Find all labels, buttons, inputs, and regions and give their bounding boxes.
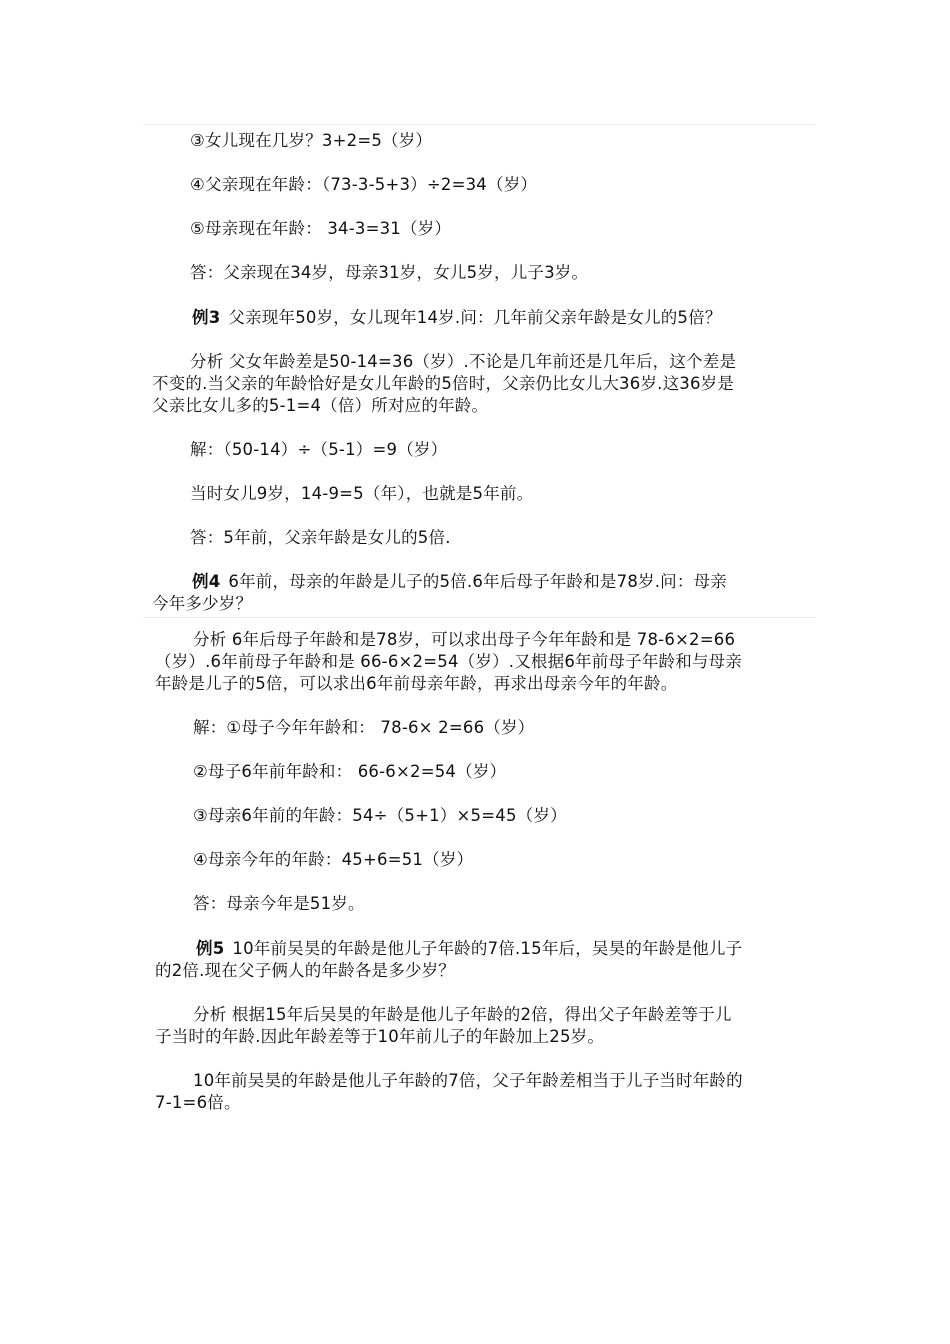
answer-line: 答：父亲现在34岁，母亲31岁，女儿5岁，儿子3岁。 [190, 263, 589, 282]
example-5-paragraph: 10年前吴昊的年龄是他儿子年龄的7倍，父子年龄差相当于儿子当时年龄的 [193, 1071, 743, 1090]
example-4-step: ④母亲今年的年龄：45+6=51（岁） [193, 850, 474, 869]
example-5-paragraph: 7-1=6倍。 [155, 1093, 241, 1112]
example-5-question: 的2倍.现在父子俩人的年龄各是多少岁？ [155, 961, 456, 980]
section-divider [143, 617, 815, 618]
example-4-step: 解：①母子今年年龄和： 78-6× 2=66（岁） [193, 718, 535, 737]
example-4-question-text: 6年前，母亲的年龄是儿子的5倍.6年后母子年龄和是78岁.问：母亲 [228, 572, 727, 591]
example-4-answer: 答：母亲今年是51岁。 [193, 894, 365, 913]
example-3-question [192, 307, 722, 328]
example-3-answer: 答：5年前，父亲年龄是女儿的5倍. [190, 528, 451, 547]
example-4-label: 例4 [192, 572, 221, 591]
example-3-analysis: 父亲比女儿多的5-1=4（倍）所对应的年龄。 [152, 396, 489, 415]
example-4-question: 今年多少岁？ [152, 594, 253, 613]
step-5-line: ⑤母亲现在年龄： 34-3=31（岁） [190, 219, 452, 238]
example-5-question [196, 938, 742, 959]
example-4-question [192, 571, 727, 592]
example-3-analysis: 不变的.当父亲的年龄恰好是女儿年龄的5倍时，父亲仍比女儿大36岁.这36岁是 [152, 374, 735, 393]
step-4-line: ④父亲现在年龄：（73-3-5+3）÷2=34（岁） [190, 175, 538, 194]
step-3-line: ③女儿现在几岁？3+2=5（岁） [190, 131, 433, 150]
example-3-solution: 解：（50-14）÷（5-1）=9（岁） [190, 440, 448, 459]
example-5-label: 例5 [196, 939, 225, 958]
example-4-analysis: 年龄是儿子的5倍，可以求出6年前母亲年龄，再求出母亲今年的年龄。 [155, 674, 678, 693]
example-3-label: 例3 [192, 308, 221, 327]
example-3-analysis: 分析 父女年龄差是50-14=36（岁）.不论是几年前还是几年后，这个差是 [190, 352, 737, 371]
example-4-step: ②母子6年前年龄和： 66-6×2=54（岁） [193, 762, 507, 781]
example-3-question-text: 父亲现年50岁，女儿现年14岁.问：几年前父亲年龄是女儿的5倍？ [228, 308, 722, 327]
example-5-analysis: 分析 根据15年后吴昊的年龄是他儿子年龄的2倍，得出父子年龄差等于儿 [193, 1005, 732, 1024]
example-4-analysis: 分析 6年后母子年龄和是78岁，可以求出母子今年年龄和是 78-6×2=66 [193, 630, 736, 649]
top-divider [143, 124, 815, 125]
example-5-question-text: 10年前吴昊的年龄是他儿子年龄的7倍.15年后，吴昊的年龄是他儿子 [232, 939, 743, 958]
example-4-analysis: （岁）.6年前母子年龄和是 66-6×2=54（岁）.又根据6年前母子年龄和与母亲 [155, 652, 743, 671]
example-3-note: 当时女儿9岁，14-9=5（年），也就是5年前。 [190, 484, 534, 503]
example-5-analysis: 子当时的年龄.因此年龄差等于10年前儿子的年龄加上25岁。 [155, 1027, 605, 1046]
example-4-step: ③母亲6年前的年龄：54÷（5+1）×5=45（岁） [193, 806, 567, 825]
